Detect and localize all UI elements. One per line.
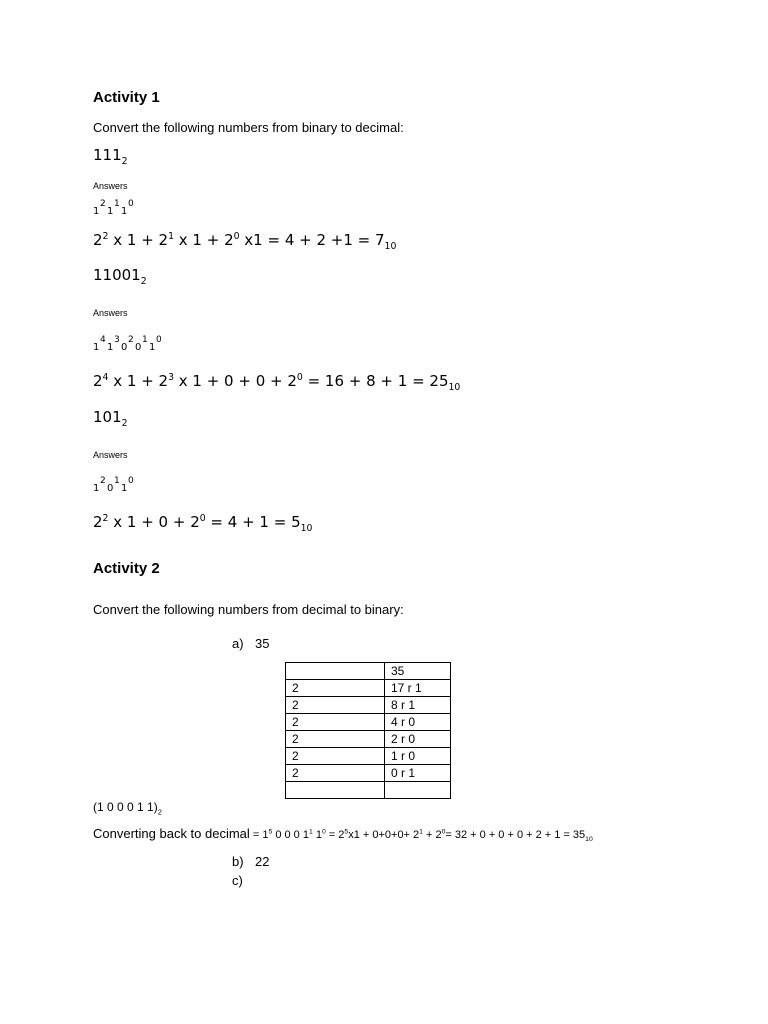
problem-2-digit-powers: 1 4 1 3 0 2 0 1 1 0 bbox=[93, 335, 162, 353]
division-table bbox=[285, 662, 451, 799]
problem-1-number: $111_2$ bbox=[93, 146, 128, 167]
table-row: 2 1 r 0 bbox=[286, 748, 451, 765]
list-item-a: a) 35 bbox=[232, 636, 270, 651]
list-item-b: b) 22 bbox=[232, 854, 270, 869]
problem-1-answers-label: Answers bbox=[93, 181, 128, 191]
problem-2-number: $11001_2$ bbox=[93, 266, 147, 287]
list-item-c: c) bbox=[232, 873, 243, 888]
problem-3-digit-powers: 1 2 0 1 1 0 bbox=[93, 476, 134, 494]
table-row: 2 0 r 1 bbox=[286, 765, 451, 782]
problem-2-expansion: $2^4$ x $1 + 2^3$ x $1 + 0 + 0 + 2^0 = 16 + 8 + 1 = 25_{10}$ bbox=[93, 372, 461, 393]
conversion-check: Converting back to decimal = $1^5$ 0 0 0 $1^1$ $1^0 = 2^5x1 + 0+0+0+ 2^1 + 2^0= 32 + 0 + 0 + 0 + 2 + 1 = 35_{10}$ bbox=[93, 826, 593, 844]
binary-result: (1 0 0 0 1 $1)_2$ bbox=[93, 800, 162, 817]
problem-3-number: $101_2$ bbox=[93, 408, 128, 429]
table-row bbox=[286, 782, 451, 799]
activity-2-instruction: Convert the following numbers from decimal to binary: bbox=[93, 602, 404, 617]
table-row: 2 4 r 0 bbox=[286, 714, 451, 731]
table-row: 2 2 r 0 bbox=[286, 731, 451, 748]
table-row: 2 8 r 1 bbox=[286, 697, 451, 714]
problem-3-expansion: $2^2$ x $1 + 0 + 2^0 = 4 + 1 = 5_{10}$ bbox=[93, 513, 313, 534]
table-row: 35 bbox=[286, 663, 451, 680]
activity-1-heading: Activity 1 bbox=[93, 89, 160, 106]
problem-3-answers-label: Answers bbox=[93, 450, 128, 460]
activity-2-heading: Activity 2 bbox=[93, 560, 160, 577]
problem-2-answers-label: Answers bbox=[93, 308, 128, 318]
table-row: 2 17 r 1 bbox=[286, 680, 451, 697]
problem-1-expansion: $2^2$ x $1 + 2^1$ x $1 + 2^0$ $x1 = 4 + 2 +1 = 7_{10}$ bbox=[93, 231, 397, 252]
problem-1-digit-powers: 1 2 1 1 1 0 bbox=[93, 199, 134, 217]
activity-1-instruction: Convert the following numbers from binary to decimal: bbox=[93, 120, 404, 135]
